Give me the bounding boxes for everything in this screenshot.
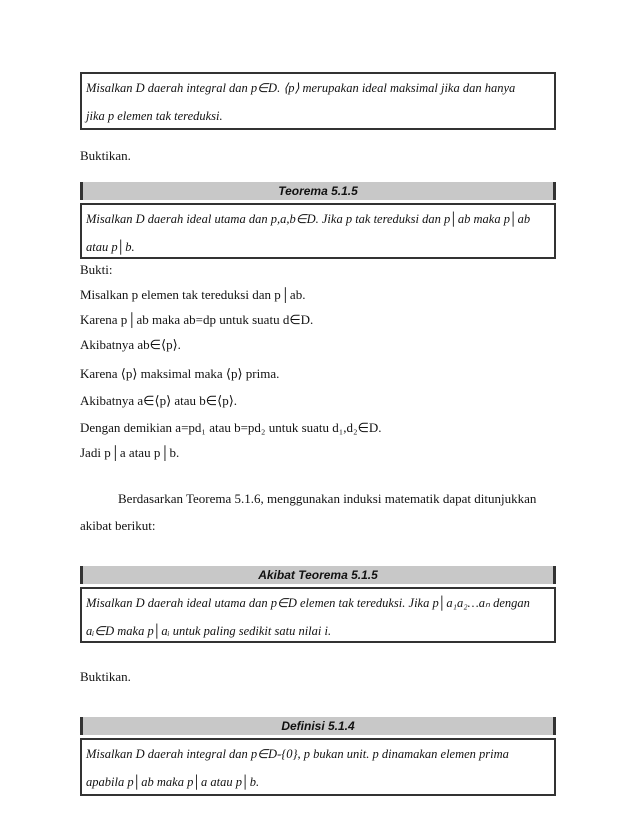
- akibat-line1: Misalkan D daerah ideal utama dan p∈D elemen tak tereduksi. Jika p│a₁a₂…aₙ dengan: [86, 596, 530, 610]
- definisi-box: [80, 738, 556, 796]
- akibat-line2: aᵢ∈D maka p│aᵢ untuk paling sedikit satu nilai i.: [86, 624, 332, 638]
- definisi-header: Definisi 5.1.4: [80, 717, 556, 735]
- proof-line-2: Karena p│ab maka ab=dp untuk suatu d∈D.: [80, 312, 314, 327]
- proof-line-4: Karena ⟨p⟩ maksimal maka ⟨p⟩ prima.: [80, 366, 280, 381]
- akibat-box: [80, 587, 556, 643]
- teorema-box: [80, 203, 556, 259]
- box1-line2: jika p elemen tak tereduksi.: [86, 109, 223, 123]
- definisi-line2: apabila p│ab maka p│a atau p│b.: [86, 775, 260, 789]
- paragraph-line1: Berdasarkan Teorema 5.1.6, menggunakan induksi matematik dapat ditunjukkan: [118, 491, 537, 506]
- proof-line-3: Akibatnya ab∈⟨p⟩.: [80, 337, 181, 352]
- teorema-line2: atau p│b.: [86, 240, 135, 254]
- teorema-header: Teorema 5.1.5: [80, 182, 556, 200]
- proof-line-5: Akibatnya a∈⟨p⟩ atau b∈⟨p⟩.: [80, 393, 238, 408]
- box1-line1: Misalkan D daerah integral dan p∈D. ⟨p⟩ merupakan ideal maksimal jika dan hanya: [86, 81, 516, 95]
- paragraph-line2: akibat berikut:: [80, 518, 156, 533]
- akibat-header: Akibat Teorema 5.1.5: [80, 566, 556, 584]
- proof-line-6: Dengan demikian a=pd₁ atau b=pd₂ untuk suatu d₁,d₂∈D.: [80, 420, 382, 435]
- proof-line-1: Misalkan p elemen tak tereduksi dan p│ab.: [80, 287, 306, 302]
- definisi-line1: Misalkan D daerah integral dan p∈D-{0}, p bukan unit. p dinamakan elemen prima: [86, 747, 509, 761]
- buktikan-2: Buktikan.: [80, 669, 131, 684]
- buktikan-1: Buktikan.: [80, 148, 131, 163]
- teorema-line1: Misalkan D daerah ideal utama dan p,a,b∈D. Jika p tak tereduksi dan p│ab maka p│ab: [86, 212, 531, 226]
- proof-line-7: Jadi p│a atau p│b.: [80, 445, 180, 460]
- proof-label: Bukti:: [80, 262, 113, 277]
- definition-box-maximal-ideal: [80, 72, 556, 130]
